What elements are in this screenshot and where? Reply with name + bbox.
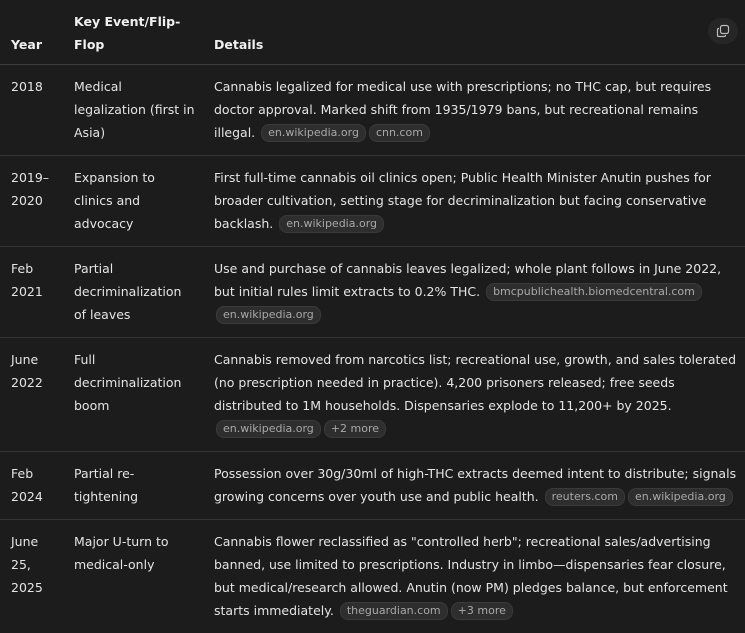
cell-details <box>203 520 745 633</box>
cell-details <box>203 65 745 156</box>
details-text: Cannabis removed from narcotics list; recreational use, growth, and sales tolerated (no prescription needed in practice). 4,200 prisoners released; free seeds distributed to 1M households. Dispensaries explode to 11,200+ by 2025. <box>214 352 736 413</box>
source-chip[interactable]: en.wikipedia.org <box>628 488 733 506</box>
source-chip[interactable]: bmcpublichealth.biomedcentral.com <box>486 283 702 301</box>
source-chip[interactable]: reuters.com <box>545 488 625 506</box>
cell-year: 2018 <box>0 65 63 156</box>
source-chip[interactable]: cnn.com <box>369 124 430 142</box>
source-chip[interactable]: en.wikipedia.org <box>279 215 384 233</box>
more-sources-chip[interactable]: +3 more <box>451 602 513 620</box>
table-body <box>0 65 745 633</box>
source-chip[interactable]: en.wikipedia.org <box>216 306 321 324</box>
details-text: Cannabis legalized for medical use with prescriptions; no THC cap, but requires doctor approval. Marked shift from 1935/1979 bans, but recreational remains illegal. <box>214 79 711 140</box>
cell-year: June 25, 2025 <box>0 520 63 633</box>
cell-year: June 2022 <box>0 338 63 452</box>
more-sources-chip[interactable]: +2 more <box>324 420 386 438</box>
cell-year: 2019–2020 <box>0 156 63 247</box>
cell-event: Medical legalization (first in Asia) <box>63 65 203 156</box>
table-row <box>0 520 745 633</box>
cell-details <box>203 156 745 247</box>
cell-year: Feb 2024 <box>0 452 63 520</box>
table-row <box>0 247 745 338</box>
cell-event: Partial decriminalization of leaves <box>63 247 203 338</box>
cell-event: Partial re-tightening <box>63 452 203 520</box>
source-chip[interactable]: theguardian.com <box>340 602 448 620</box>
table-row <box>0 452 745 520</box>
details-text: First full-time cannabis oil clinics open; Public Health Minister Anutin pushes for broader cultivation, setting stage for decriminalization but facing conservative backlash. <box>214 170 711 231</box>
details-text: Possession over 30g/30ml of high-THC extracts deemed intent to distribute; signals growing concerns over youth use and public health. <box>214 466 736 504</box>
table-row <box>0 156 745 247</box>
source-chip[interactable]: en.wikipedia.org <box>261 124 366 142</box>
cell-details <box>203 338 745 452</box>
cell-year: Feb 2021 <box>0 247 63 338</box>
cell-details <box>203 247 745 338</box>
details-text: Use and purchase of cannabis leaves legalized; whole plant follows in June 2022, but initial rules limit extracts to 0.2% THC. <box>214 261 721 299</box>
header-year: Year <box>0 0 63 65</box>
table-row <box>0 338 745 452</box>
table-header-row <box>0 0 745 65</box>
source-chip[interactable]: en.wikipedia.org <box>216 420 321 438</box>
cell-details <box>203 452 745 520</box>
cell-event: Full decriminalization boom <box>63 338 203 452</box>
header-details: Details <box>203 0 745 65</box>
cell-event: Major U-turn to medical-only <box>63 520 203 633</box>
table-row <box>0 65 745 156</box>
cell-event: Expansion to clinics and advocacy <box>63 156 203 247</box>
header-event: Key Event/Flip-Flop <box>63 0 203 65</box>
details-text: Cannabis flower reclassified as "controlled herb"; recreational sales/advertising banned, use limited to prescriptions. Industry in limbo—dispensaries fear closure, but medical/research allowed. Anutin (now PM) pledges balance, but enforcement starts immediately. <box>214 534 728 618</box>
